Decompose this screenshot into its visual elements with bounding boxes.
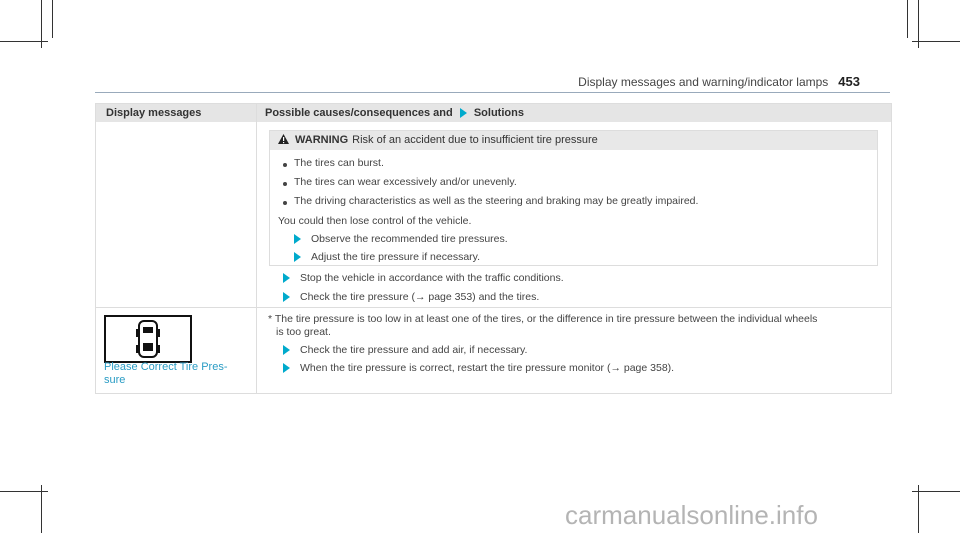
arrow-icon: [294, 234, 301, 244]
message-caption-line: sure: [104, 374, 126, 386]
column-header-causes-solutions: [257, 104, 891, 122]
column-divider: [256, 104, 257, 393]
action-step-text: When the tire pressure is correct, restart the tire pressure monitor (→ page 358).: [300, 362, 675, 374]
warning-bullet: The tires can burst.: [294, 157, 384, 169]
messages-table: [95, 103, 892, 394]
watermark: carmanualsonline.info: [565, 500, 818, 530]
action-step: [283, 272, 564, 284]
page-number: 453: [838, 74, 860, 89]
arrow-icon: [283, 292, 290, 302]
message-caption-line: Please Correct Tire Pres-: [104, 361, 228, 373]
warning-note: You could then lose control of the vehicle.: [278, 215, 472, 227]
crop-mark: [0, 41, 48, 42]
arrow-icon: [283, 273, 290, 283]
crop-mark: [52, 0, 53, 38]
message-caption: [104, 361, 227, 387]
action-step-text: Check the tire pressure (→ page 353) and the tires.: [300, 291, 540, 303]
page-header: [578, 74, 860, 89]
warning-step: [294, 251, 480, 263]
arrow-icon: [294, 252, 301, 262]
crop-mark: [0, 491, 48, 492]
action-step-text: Stop the vehicle in accordance with the traffic conditions.: [300, 272, 564, 284]
crop-mark: [918, 485, 919, 533]
footnote-line: is too great.: [276, 326, 331, 338]
action-step: [283, 344, 527, 356]
header-rule: [95, 92, 890, 93]
warning-step-text: Adjust the tire pressure if necessary.: [311, 251, 481, 263]
crop-mark: [907, 0, 908, 38]
warning-label: WARNING: [295, 134, 349, 146]
footnote-line: * The tire pressure is too low in at least one of the tires, or the difference in tire pressure between the individual wheels: [268, 313, 818, 325]
warning-triangle-icon: [278, 134, 289, 144]
crop-mark: [912, 491, 960, 492]
arrow-icon: [283, 345, 290, 355]
warning-bullet: The tires can wear excessively and/or unevenly.: [294, 176, 517, 188]
warning-text: Risk of an accident due to insufficient tire pressure: [352, 134, 598, 146]
warning-bullet: The driving characteristics as well as the steering and braking may be greatly impaired.: [294, 195, 699, 207]
action-step: [283, 362, 674, 374]
header-title: Display messages and warning/indicator lamps: [578, 75, 829, 89]
bullet: [283, 163, 287, 167]
bullet: [283, 182, 287, 186]
arrow-icon: [460, 108, 467, 118]
warning-step-text: Observe the recommended tire pressures.: [311, 233, 508, 245]
crop-mark: [912, 41, 960, 42]
column-header-solutions: Solutions: [473, 107, 524, 119]
column-header-display-messages: Display messages: [96, 104, 256, 122]
crop-mark: [41, 485, 42, 533]
action-step-text: Check the tire pressure and add air, if necessary.: [300, 344, 528, 356]
warning-header: [270, 131, 877, 150]
warning-box: [269, 130, 878, 266]
arrow-icon: [283, 363, 290, 373]
bullet: [283, 201, 287, 205]
car-tire-pressure-icon: [106, 317, 190, 361]
column-header-causes: Possible causes/consequences and: [265, 107, 453, 119]
action-step: [283, 291, 539, 303]
display-frame: [104, 315, 192, 363]
warning-step: [294, 233, 508, 245]
